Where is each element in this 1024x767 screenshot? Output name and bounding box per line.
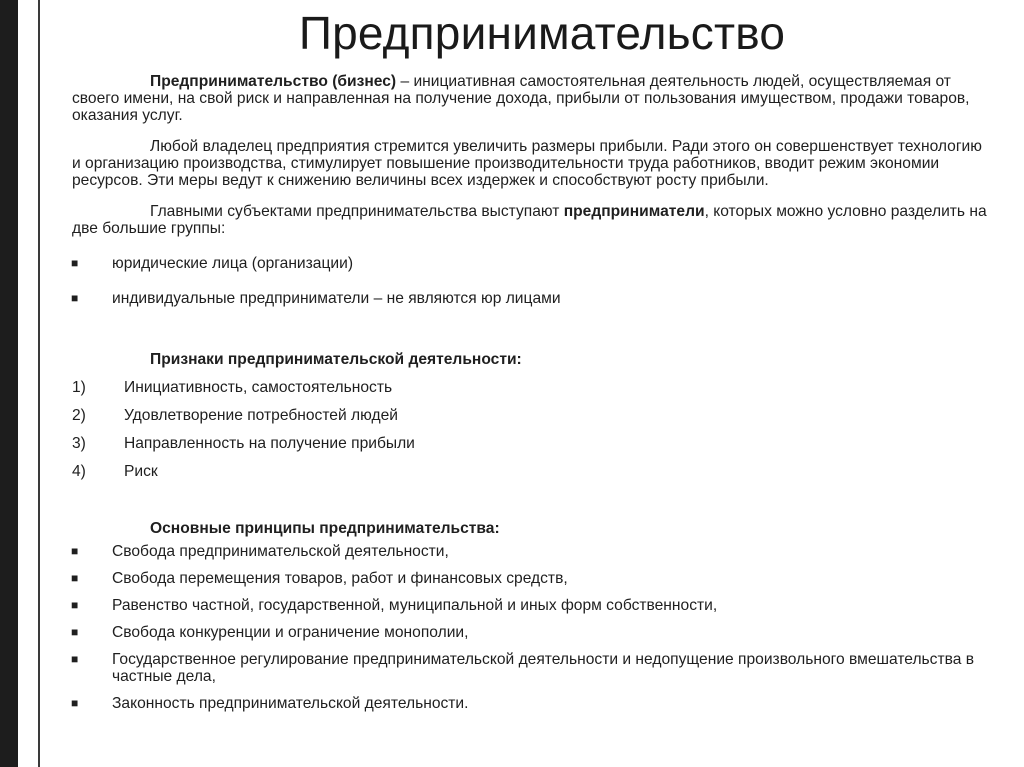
left-decorative-line xyxy=(38,0,40,767)
bullet-icon: ■ xyxy=(71,625,79,639)
bullet-icon: ■ xyxy=(71,571,79,585)
bullet-icon: ■ xyxy=(71,696,79,710)
definition-text: – инициативная самостоятельная деятельность людей, осуществляемая от своего имени, на свой риск и направленная на получение дохода, прибыли от пользования имуществом, продажи товаров, оказания услуг. xyxy=(72,73,970,124)
principle-text: Государственное регулирование предпринимательской деятельности и недопущение произвольного вмешательства в частные дела, xyxy=(112,651,975,685)
slide-content xyxy=(72,73,992,722)
list-item xyxy=(72,458,992,486)
slide-title: Предпринимательство xyxy=(298,7,786,59)
principle-text: Свобода конкуренции и ограничение монополии, xyxy=(112,624,469,641)
sign-text: Риск xyxy=(124,463,158,480)
signs-heading: Признаки предпринимательской деятельности: xyxy=(150,351,522,368)
sign-text: Удовлетворение потребностей людей xyxy=(124,407,398,424)
subjects-text-after: , которых можно условно разделить на две большие группы: xyxy=(72,203,987,237)
owner-paragraph: Любой владелец предприятия стремится увеличить размеры прибыли. Ради этого он совершенствует технологию и организацию производства, стимулирует повышение производительности труда работников, вводит режим экономии ресурсов. Эти меры ведут к снижению величины всех издержек и способствуют росту прибыли. xyxy=(72,138,982,189)
list-item xyxy=(72,290,992,307)
list-item xyxy=(72,374,992,402)
principles-heading: Основные принципы предпринимательства: xyxy=(150,520,500,537)
sign-text: Инициативность, самостоятельность xyxy=(124,379,393,396)
bullet-icon: ■ xyxy=(71,256,79,270)
left-decorative-bar xyxy=(0,0,18,767)
list-item xyxy=(72,695,992,712)
list-item xyxy=(72,597,992,614)
bullet-icon: ■ xyxy=(71,652,79,666)
list-item xyxy=(72,543,992,560)
list-item xyxy=(72,651,992,685)
list-number: 4) xyxy=(72,463,86,480)
list-item xyxy=(72,255,992,272)
principle-text: Свобода перемещения товаров, работ и финансовых средств, xyxy=(112,570,568,587)
principle-text: Равенство частной, государственной, муниципальной и иных форм собственности, xyxy=(112,597,718,614)
bullet-icon: ■ xyxy=(71,291,79,305)
bullet-icon: ■ xyxy=(71,544,79,558)
definition-paragraph xyxy=(72,73,992,124)
subjects-paragraph xyxy=(72,203,992,237)
list-number: 3) xyxy=(72,435,86,452)
principle-text: Законность предпринимательской деятельности. xyxy=(112,695,469,712)
list-item xyxy=(72,570,992,587)
bullet-icon: ■ xyxy=(71,598,79,612)
list-item xyxy=(72,402,992,430)
group-item-text: юридические лица (организации) xyxy=(112,255,354,272)
signs-list xyxy=(72,374,992,486)
subjects-text-before: Главными субъектами предпринимательства выступают xyxy=(150,203,564,220)
principle-text: Свобода предпринимательской деятельности, xyxy=(112,543,449,560)
list-item xyxy=(72,624,992,641)
subjects-bold-term: предприниматели xyxy=(563,203,705,220)
principles-list xyxy=(72,543,992,712)
groups-list xyxy=(72,255,992,307)
list-number: 1) xyxy=(72,379,86,396)
list-number: 2) xyxy=(72,407,86,424)
group-item-text: индивидуальные предприниматели – не являются юр лицами xyxy=(112,290,561,307)
sign-text: Направленность на получение прибыли xyxy=(124,435,415,452)
list-item xyxy=(72,430,992,458)
definition-term: Предпринимательство (бизнес) xyxy=(150,73,397,90)
